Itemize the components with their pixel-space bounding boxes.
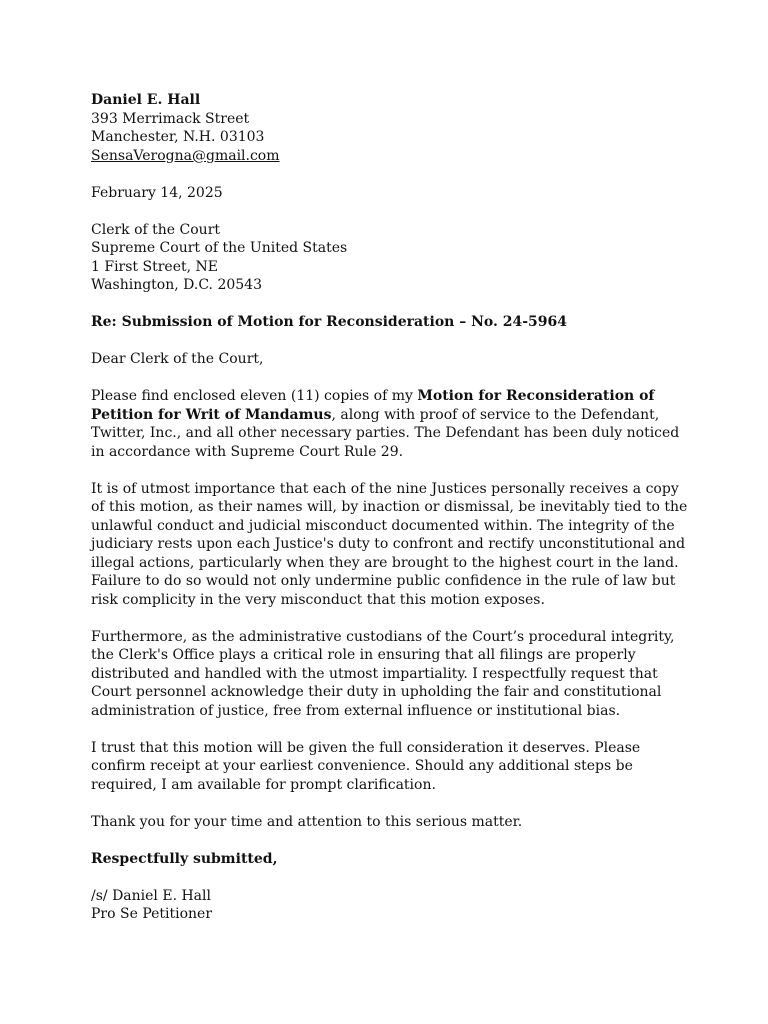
paragraph-line: confirm receipt at your earliest convenience. Should any additional steps be: [91, 758, 633, 774]
paragraph-importance: [91, 480, 691, 610]
sender-name: Daniel E. Hall: [91, 92, 201, 108]
subject-text: Re: Submission of Motion for Reconsideration – No. 24-5964: [91, 314, 567, 330]
text-run: , along with proof of service to the Defendant,: [331, 406, 660, 423]
paragraph-line: the Clerk's Office plays a critical role in ensuring that all filings are properly: [91, 647, 636, 663]
motion-title-bold: Petition for Writ of Mandamus: [91, 406, 332, 423]
motion-title-bold: Motion for Reconsideration of: [417, 388, 655, 404]
paragraph-line: Court personnel acknowledge their duty in upholding the fair and constitutional: [91, 684, 662, 700]
signature-name: /s/ Daniel E. Hall: [91, 887, 211, 904]
closing: [91, 850, 691, 869]
subject-line: [91, 313, 691, 332]
paragraph-line: of this motion, as their names will, by inaction or dismissal, be inevitably tied to the: [91, 499, 688, 515]
paragraph-line: I trust that this motion will be given the full consideration it deserves. Please: [91, 739, 641, 756]
paragraph-clerk-office: [91, 628, 691, 721]
paragraph-line: unlawful conduct and judicial misconduct documented within. The integrity of the: [91, 517, 675, 534]
paragraph-line: Failure to do so would not only undermine public confidence in the rule of law but: [91, 573, 676, 589]
paragraph-line: administration of justice, free from external influence or institutional bias.: [91, 702, 621, 719]
paragraph-line: in accordance with Supreme Court Rule 29.: [91, 443, 404, 460]
paragraph-enclosure: [91, 387, 691, 461]
paragraph-line: required, I am available for prompt clarification.: [91, 776, 436, 793]
closing-text: Respectfully submitted,: [91, 850, 278, 867]
date-text: February 14, 2025: [91, 184, 223, 201]
text-run: Please find enclosed eleven (11) copies of my: [91, 388, 418, 404]
letter-page: [91, 91, 691, 924]
letter-date: [91, 184, 691, 203]
paragraph-line: Furthermore, as the administrative custodians of the Court’s procedural integrity,: [91, 628, 675, 645]
paragraph-line: Twitter, Inc., and all other necessary parties. The Defendant has been duly noticed: [91, 425, 680, 441]
paragraph-line: It is of utmost importance that each of the nine Justices personally receives a copy: [91, 480, 679, 497]
recipient-line-4: Washington, D.C. 20543: [91, 277, 262, 293]
paragraph-line: judiciary rests upon each Justice's duty to confront and rectify unconstitutional and: [91, 536, 686, 552]
sender-address: [91, 91, 691, 165]
sender-email-link[interactable]: SensaVerogna@gmail.com: [91, 147, 280, 164]
sender-street: 393 Merrimack Street: [91, 110, 250, 127]
signature-title: Pro Se Petitioner: [91, 906, 213, 922]
paragraph-line: illegal actions, particularly when they are brought to the highest court in the land.: [91, 554, 679, 571]
recipient-address: [91, 221, 691, 295]
salutation: [91, 350, 691, 369]
signature-block: [91, 887, 691, 924]
recipient-line-2: Supreme Court of the United States: [91, 240, 348, 256]
paragraph-line: [91, 387, 691, 406]
recipient-line-3: 1 First Street, NE: [91, 258, 218, 275]
paragraph-line: risk complicity in the very misconduct that this motion exposes.: [91, 591, 545, 608]
paragraph-line: distributed and handled with the utmost impartiality. I respectfully request that: [91, 665, 658, 682]
paragraph-thanks: [91, 813, 691, 832]
salutation-text: Dear Clerk of the Court,: [91, 351, 264, 367]
sender-city: Manchester, N.H. 03103: [91, 129, 265, 145]
paragraph-line: Thank you for your time and attention to this serious matter.: [91, 813, 523, 830]
paragraph-line: [91, 406, 691, 425]
paragraph-trust: [91, 739, 691, 795]
recipient-line-1: Clerk of the Court: [91, 221, 221, 238]
